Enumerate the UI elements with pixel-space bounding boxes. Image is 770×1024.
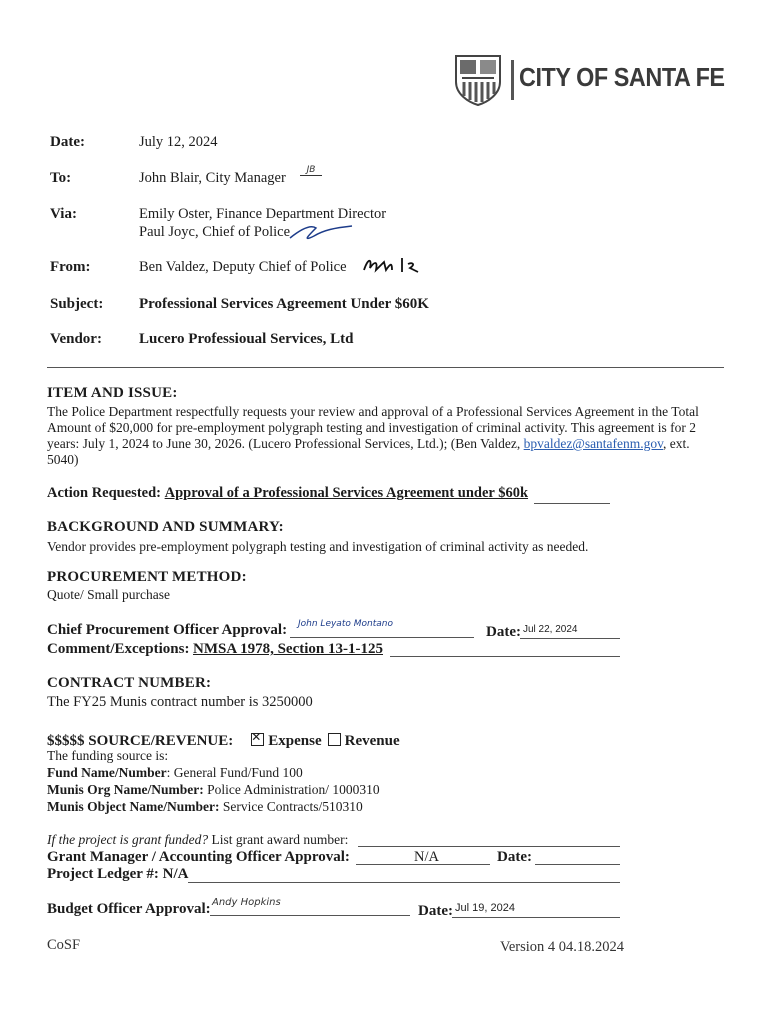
cpo-signature-line xyxy=(290,637,474,638)
expense-check-mark: ✕ xyxy=(251,730,262,744)
grant-question: If the project is grant funded? xyxy=(47,832,209,847)
vendor-value: Lucero Professioual Services, Ltd xyxy=(139,331,354,347)
grant-number-line xyxy=(358,846,620,847)
object-value: Service Contracts/510310 xyxy=(219,799,363,814)
source-heading: $$$$$ SOURCE/REVENUE: xyxy=(47,733,234,749)
via-signature xyxy=(286,220,356,244)
budget-date-line xyxy=(452,917,620,918)
email-link[interactable]: bpvaldez@santafenm.gov xyxy=(523,436,664,451)
via-line-1: Emily Oster, Finance Department Director xyxy=(139,206,387,222)
budget-date-value: Jul 19, 2024 xyxy=(455,902,515,914)
fund-value: : General Fund/Fund 100 xyxy=(166,765,303,780)
item-issue-ext: , ext. 5040) xyxy=(47,436,690,467)
from-value: Ben Valdez, Deputy Chief of Police xyxy=(139,259,347,275)
via-line-2: Paul Joyc, Chief of Police xyxy=(139,224,291,240)
item-issue-heading: ITEM AND ISSUE: xyxy=(47,385,178,401)
grant-approval-value: N/A xyxy=(414,849,439,865)
expense-checkbox[interactable] xyxy=(251,730,264,746)
date-value: July 12, 2024 xyxy=(139,134,218,150)
grant-approval-label: Grant Manager / Accounting Officer Approval: xyxy=(47,849,350,865)
budget-date-label: Date: xyxy=(418,903,453,919)
city-seal-icon xyxy=(452,52,504,106)
background-heading: BACKGROUND AND SUMMARY: xyxy=(47,519,284,535)
fund-label: Fund Name/Number xyxy=(47,765,167,780)
grant-question-tail: List grant award number: xyxy=(208,832,349,847)
background-text: Vendor provides pre-employment polygraph testing and investigation of criminal activity as needed. xyxy=(47,539,589,554)
header-logo xyxy=(452,52,732,108)
project-ledger: Project Ledger #: N/A xyxy=(47,866,189,882)
contract-heading: CONTRACT NUMBER: xyxy=(47,675,212,691)
action-line xyxy=(534,503,610,504)
item-issue-body: The Police Department respectfully requests your review and approval of a Professional Services Agreement in the Total Amount of $20,000 for pre-employment polygraph testing and investigation of criminal activity. This agreement is for 2 years: July 1, 2024 to June 30, 2026. (Lucero Professional Services, Ltd.); (Ben Valdez, xyxy=(47,404,699,451)
vendor-label: Vendor: xyxy=(50,331,102,347)
org-row xyxy=(47,782,380,798)
cpo-date-label: Date: xyxy=(486,624,521,640)
comment-value: NMSA 1978, Section 13-1-125 xyxy=(193,641,383,657)
cpo-date-line xyxy=(520,638,620,639)
grant-approval-line xyxy=(356,864,490,865)
grant-date-line xyxy=(535,864,620,865)
revenue-checkbox[interactable] xyxy=(328,733,341,746)
cpo-date-value: Jul 22, 2024 xyxy=(523,624,578,635)
grant-question-row xyxy=(47,832,348,848)
org-value: Police Administration/ 1000310 xyxy=(203,782,380,797)
logo-divider xyxy=(511,60,514,100)
subject-label: Subject: xyxy=(50,296,104,312)
cpo-label: Chief Procurement Officer Approval: xyxy=(47,622,288,638)
action-label: Action Requested: xyxy=(47,485,161,501)
to-initials: JB xyxy=(300,165,322,176)
object-label: Munis Object Name/Number: xyxy=(47,799,220,814)
cpo-signature: John Leyato Montano xyxy=(298,619,393,629)
comment-label: Comment/Exceptions: xyxy=(47,641,190,657)
header-divider xyxy=(47,367,724,368)
via-label: Via: xyxy=(50,206,77,222)
from-signature xyxy=(362,254,426,276)
item-issue-text xyxy=(47,404,723,468)
subject-value: Professional Services Agreement Under $60K xyxy=(139,296,429,312)
org-label: Munis Org Name/Number: xyxy=(47,782,204,797)
budget-signature-line xyxy=(210,915,410,916)
from-label: From: xyxy=(50,259,91,275)
funding-intro: The funding source is: xyxy=(47,748,169,763)
grant-date-label: Date: xyxy=(497,849,532,865)
procurement-heading: PROCUREMENT METHOD: xyxy=(47,569,247,585)
fund-row xyxy=(47,765,303,781)
budget-label: Budget Officer Approval: xyxy=(47,901,211,917)
org-name: CITY OF SANTA FE xyxy=(519,62,725,92)
project-ledger-line xyxy=(188,882,620,883)
revenue-label: Revenue xyxy=(344,733,400,749)
footer-left: CoSF xyxy=(47,937,81,953)
to-label: To: xyxy=(50,170,72,186)
contract-text: The FY25 Munis contract number is 3250000 xyxy=(47,694,313,710)
footer-right: Version 4 04.18.2024 xyxy=(500,939,625,955)
object-row xyxy=(47,799,363,815)
comment-line xyxy=(390,656,620,657)
to-value: John Blair, City Manager xyxy=(139,170,286,186)
expense-label: Expense xyxy=(268,733,322,749)
budget-signature: Andy Hopkins xyxy=(212,897,281,908)
action-requested xyxy=(47,485,528,502)
date-label: Date: xyxy=(50,134,85,150)
procurement-text: Quote/ Small purchase xyxy=(47,587,170,602)
action-value: Approval of a Professional Services Agreement under $60k xyxy=(164,485,529,501)
